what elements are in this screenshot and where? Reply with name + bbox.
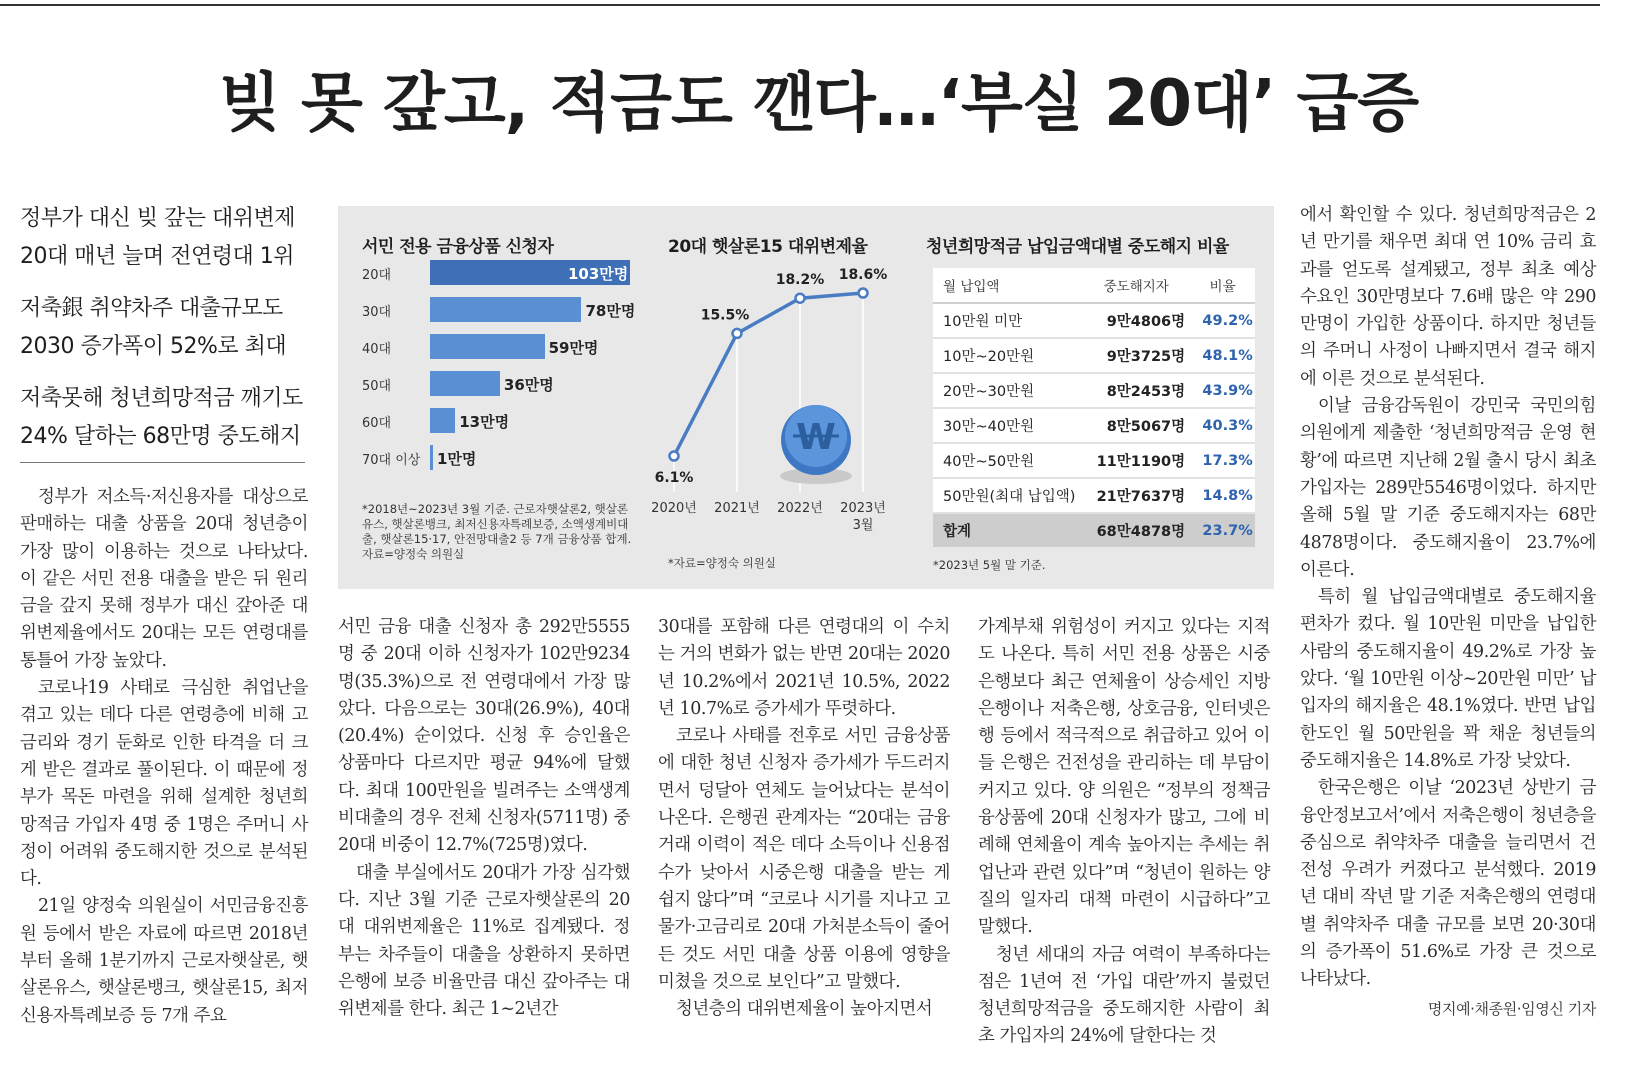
table-cell-count: 11만1190명: [1082, 443, 1191, 478]
bar: [430, 408, 455, 433]
col2-para-2: 대출 부실에서도 20대가 가장 심각했다. 지난 3월 기준 근로자햇살론의 20대 대위변제율은 11%로 집계됐다. 정부는 차주들이 대출을 상환하지 못하면 은행에 보증 비율만큼 대신 갚아주는 대위변제를 한다. 최근 1~2년간: [338, 862, 630, 1020]
top-rule: [0, 4, 1600, 6]
x-tick-label: 2021년: [714, 501, 760, 516]
table-row: [933, 338, 1255, 373]
chart2-line-chart: [648, 256, 918, 556]
body-column-4: [978, 614, 1270, 1051]
bar-category-label: 30대: [362, 305, 392, 320]
bar: [430, 297, 581, 322]
col1-para-1: 정부가 저소득·저신용자를 대상으로 판매하는 대출 상품을 20대 청년층이 가장 많이 이용하는 것으로 나타났다. 이 같은 서민 전용 대출을 받은 뒤 원리금을 갚지 못해 정부가 대신 갚아준 대위변제율에서도 20대는 모든 연령대를 통틀어 가장 높았다.: [20, 487, 308, 671]
byline: 명지예·채종원·임영신 기자: [1427, 999, 1596, 1018]
headline: 빚 못 갚고, 적금도 깬다…‘부실 20대’ 급증: [218, 67, 1419, 141]
table-cell-count: 8만5067명: [1082, 408, 1191, 443]
bar-value-label: 13만명: [459, 413, 510, 431]
col3-para-3: 청년층의 대위변제율이 높아지면서: [676, 999, 933, 1020]
x-tick-label: 2020년: [651, 501, 697, 516]
body-column-3: [658, 614, 950, 1023]
chart2-source: *자료=양정숙 의원실: [668, 556, 776, 570]
subhead-3: [20, 380, 315, 456]
data-point: [733, 329, 742, 338]
table-row: [933, 373, 1255, 408]
subhead-3-text: 저축못해 청년희망적금 깨기도 24% 달하는 68만명 중도해지: [20, 386, 303, 449]
body-column-1: [20, 484, 308, 1030]
table-total-row: [933, 513, 1255, 547]
table-cell-rate: 40.3%: [1191, 408, 1255, 443]
table-cell-rate: 23.7%: [1191, 513, 1255, 547]
table-cell-amount: 20만~30만원: [933, 373, 1082, 408]
table-cell-amount: 10만~20만원: [933, 338, 1082, 373]
bar-value-label: 1만명: [437, 450, 477, 468]
table-body: [933, 303, 1255, 547]
subhead-2-text: 저축銀 취약차주 대출규모도 2030 증가폭이 52%로 최대: [20, 296, 287, 359]
cancellation-table: [933, 268, 1255, 547]
table-header-count: 중도해지자: [1082, 268, 1191, 303]
bar: [430, 445, 433, 470]
col4-para-1: 가계부채 위험성이 커지고 있다는 지적도 나온다. 특히 서민 전용 상품은 시중은행보다 최근 연체율이 상승세인 지방은행이나 저축은행, 상호금융, 인터넷은행 등에서 적극적으로 취급하고 있어 이들 은행은 건전성을 관리하는 데 부담이 커지고 있다. 양 의원은 “정부의 정책금융상품에 20대 신청자가 많고, 그에 비례해 연체율이 계속 높아지는 추세는 취업난과 관련 있다”며 “청년이 원하는 양질의 일자리 대책 마련이 시급하다”고 말했다.: [978, 617, 1270, 938]
data-value-label: 6.1%: [654, 470, 694, 486]
x-tick-label: 2022년: [777, 501, 823, 516]
table-cell-count: 8만2453명: [1082, 373, 1191, 408]
bar-category-label: 60대: [362, 416, 392, 431]
bar-category-label: 70대 이상: [362, 453, 421, 468]
bar-category-label: 20대: [362, 268, 392, 283]
data-point: [796, 294, 805, 303]
table-cell-rate: 43.9%: [1191, 373, 1255, 408]
table-cell-rate: 14.8%: [1191, 478, 1255, 513]
chart1-note: [362, 502, 634, 562]
table-title: 청년희망적금 납입금액대별 중도해지 비율: [926, 237, 1229, 257]
bar: [430, 334, 545, 359]
col2-para-1: 서민 금융 대출 신청자 총 292만5555명 중 20대 이하 신청자가 102만9234명(35.3%)으로 전 연령대에서 가장 많았다. 다음으로는 30대(26.9%), 40대(20.4%) 순이었다. 신청 후 승인율은 상품마다 다르지만 평균 94%에 달했다. 최대 100만원을 빌려주는 소액생계비대출의 경우 전체 신청자(5711명) 중 20대 비중이 12.7%(725명)였다.: [338, 617, 630, 856]
col1-para-2: 코로나19 사태로 극심한 취업난을 겪고 있는 데다 다른 연령층에 비해 고금리와 경기 둔화로 인한 타격을 더 크게 받은 결과로 풀이된다. 이 때문에 정부가 목돈 마련을 위해 설계한 청년희망적금 가입자 4명 중 1명은 주머니 사정이 어려워 중도해지한 것으로 분석된다.: [20, 678, 308, 890]
bar-value-label: 59만명: [548, 339, 599, 357]
data-value-label: 15.5%: [700, 307, 750, 324]
table-row: [933, 443, 1255, 478]
body-column-2: [338, 614, 630, 1023]
data-value-label: 18.2%: [775, 272, 825, 289]
bar-category-label: 40대: [362, 342, 392, 357]
table-cell-rate: 48.1%: [1191, 338, 1255, 373]
bar: [430, 371, 500, 396]
body-column-5: [1300, 202, 1596, 1023]
table-header-rate: 비율: [1191, 268, 1255, 303]
chart1-title: 서민 전용 금융상품 신청자: [362, 237, 554, 257]
table-cell-count: 9만3725명: [1082, 338, 1191, 373]
table-cell-amount: 10만원 미만: [933, 303, 1082, 338]
x-tick-label: 3월: [852, 518, 874, 533]
table-row: [933, 408, 1255, 443]
table-cell-count: 21만7637명: [1082, 478, 1191, 513]
table-cell-amount: 합계: [933, 513, 1082, 547]
table-cell-amount: 30만~40만원: [933, 408, 1082, 443]
subhead-1-text: 정부가 대신 빚 갚는 대위변제 20대 매년 늘며 전연령대 1위: [20, 206, 295, 269]
data-point: [859, 289, 868, 298]
won-coin-icon: [780, 405, 852, 484]
col4-para-2: 청년 세대의 자금 여력이 부족하다는 점은 1년여 전 ‘가입 대란’까지 불렀던 청년희망적금을 중도해지한 사람이 최초 가입자의 24%에 달한다는 것: [978, 944, 1270, 1047]
table-header-amount: 월 납입액: [933, 268, 1082, 303]
chart2-title: 20대 햇살론15 대위변제율: [668, 237, 868, 257]
subhead-rule: [20, 462, 305, 463]
col5-para-3: 특히 월 납입금액대별로 중도해지율 편차가 컸다. 월 10만원 미만을 납입한 사람의 중도해지율이 49.2%로 가장 높았다. ‘월 10만원 이상~20만원 미만’ 납입자의 해지율은 48.1%였다. 반면 납입 한도인 월 50만원을 꽉 채운 청년들의 중도해지율은 14.8%로 가장 낮았다.: [1300, 587, 1596, 771]
infographic-panel: [338, 206, 1274, 589]
x-tick-label: 2023년: [840, 501, 886, 516]
table-row: [933, 303, 1255, 338]
table-cell-count: 68만4878명: [1082, 513, 1191, 547]
bar-value-label: 36만명: [503, 376, 554, 394]
col3-para-1: 30대를 포함해 다른 연령대의 이 수치는 거의 변화가 없는 반면 20대는 2020년 10.2%에서 2021년 10.5%, 2022년 10.7%로 증가세가 뚜렷하다.: [658, 617, 950, 719]
col5-para-4: 한국은행은 이날 ‘2023년 상반기 금융안정보고서’에서 저축은행이 청년층을 중심으로 취약차주 대출을 늘리면서 건전성 우려가 커졌다고 분석했다. 2019년 대비 작년 말 기준 저축은행의 연령대별 취약차주 대출 규모를 보면 20·30대의 증가폭이 51.6%로 가장 큰 것으로 나타났다.: [1300, 778, 1596, 990]
col5-para-1: 에서 확인할 수 있다. 청년희망적금은 2년 만기를 채우면 최대 연 10% 금리 효과를 얻도록 설계됐고, 정부 최초 예상 수요인 30만명보다 7.6배 많은 약 290만명이 가입한 상품이다. 하지만 청년들의 주머니 사정이 나빠지면서 결국 해지에 이른 것으로 분석된다.: [1300, 205, 1596, 389]
chart1-source: 자료=양정숙 의원실: [362, 547, 465, 561]
table-row: [933, 478, 1255, 513]
col3-para-2: 코로나 사태를 전후로 서민 금융상품에 대한 청년 신청자 증가세가 두드러지면서 덩달아 연체도 늘어났다는 분석이 나온다. 은행권 관계자는 “20대는 금융 거래 이력이 적은 데다 소득이나 신용점수가 낮아서 시중은행 대출을 받는 게 쉽지 않다”며 “코로나 시기를 지나고 고물가·고금리로 20대 가처분소득이 줄어든 것도 서민 대출 상품 이용에 영향을 미쳤을 것으로 보인다”고 말했다.: [658, 726, 950, 992]
bar-value-label: 103만명: [568, 265, 629, 283]
subheads: [20, 200, 315, 470]
table-cell-rate: 17.3%: [1191, 443, 1255, 478]
table-note: *2023년 5월 말 기준.: [933, 558, 1046, 572]
table-cell-rate: 49.2%: [1191, 303, 1255, 338]
col5-para-2: 이날 금융감독원이 강민국 국민의힘 의원에게 제출한 ‘청년희망적금 운영 현황’에 따르면 지난해 2월 출시 당시 최초 가입자는 289만5546명이었다. 하지만 올해 5월 말 기준 중도해지자는 68만4878명이다. 중도해지율이 23.7%에 이른다.: [1300, 396, 1596, 580]
table-cell-amount: 40만~50만원: [933, 443, 1082, 478]
subhead-2: [20, 290, 315, 366]
chart1-note-text: *2018년~2023년 3월 기준. 근로자햇살론2, 햇살론유스, 햇살론뱅크, 최저신용자특례보증, 소액생계비대출, 햇살론15·17, 안전망대출2 등 7개 금융상품 합계.: [362, 502, 632, 546]
bar-category-label: 50대: [362, 379, 392, 394]
col1-para-3: 21일 양정숙 의원실이 서민금융진흥원 등에서 받은 자료에 따르면 2018년부터 올해 1분기까지 근로자햇살론, 햇살론유스, 햇살론뱅크, 햇살론15, 최저신용자특례보증 등 7개 주요: [20, 896, 308, 1026]
subhead-1: [20, 200, 315, 276]
data-point: [670, 452, 679, 461]
table-cell-count: 9만4806명: [1082, 303, 1191, 338]
svg-text:W: W: [796, 417, 836, 458]
table-header-row: [933, 268, 1255, 303]
table-cell-amount: 50만원(최대 납입액): [933, 478, 1082, 513]
data-value-label: 18.6%: [838, 267, 888, 283]
bar-value-label: 78만명: [585, 302, 636, 320]
